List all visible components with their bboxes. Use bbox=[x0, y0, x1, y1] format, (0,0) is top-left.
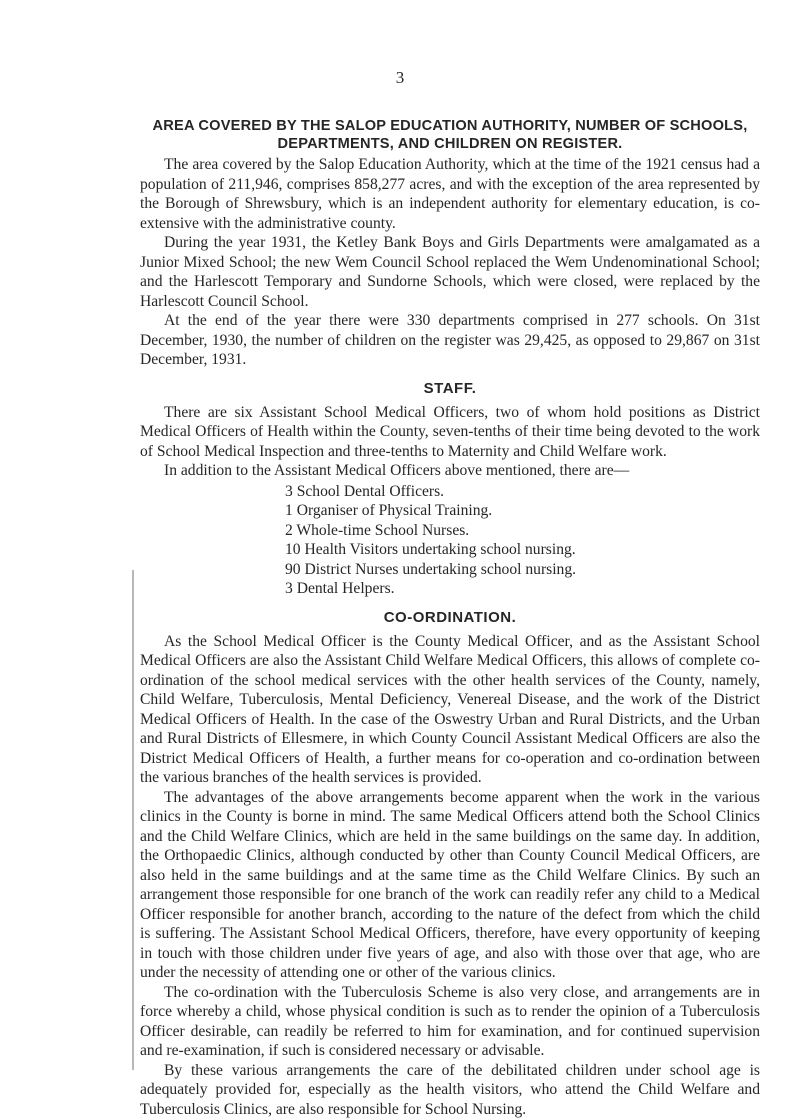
list-item: 3 Dental Helpers. bbox=[285, 579, 760, 599]
list-item: 10 Health Visitors undertaking school nursing. bbox=[285, 540, 760, 560]
coordination-section bbox=[140, 632, 760, 1119]
coordination-heading: CO-ORDINATION. bbox=[140, 608, 760, 628]
coordination-paragraph-3: The co-ordination with the Tuberculosis Scheme is also very close, and arrangements are in force whereby a child, whose physical condition is such as to render the opinion of a Tuberculosis Officer desirable, can readily be referred to him for examination, and for continued supervision and re-examination, if such is considered necessary or advisable. bbox=[140, 983, 760, 1061]
area-paragraph-2: During the year 1931, the Ketley Bank Boys and Girls Departments were amalgamated as a Junior Mixed School; the new Wem Council School replaced the Wem Undenominational School; and the Harlescott Temporary and Sundorne Schools, which were closed, were replaced by the Harlescott Council School. bbox=[140, 233, 760, 311]
page-number: 3 bbox=[0, 68, 800, 88]
area-section bbox=[140, 155, 760, 370]
staff-heading: STAFF. bbox=[140, 379, 760, 399]
staff-section bbox=[140, 403, 760, 599]
staff-paragraph-1: There are six Assistant School Medical Officers, two of whom hold positions as District Medical Officers of Health within the County, seven-tenths of their time being devoted to the work of School Medical Inspection and three-tenths to Maternity and Child Welfare work. bbox=[140, 403, 760, 462]
list-item: 3 School Dental Officers. bbox=[285, 482, 760, 502]
list-item: 90 District Nurses undertaking school nursing. bbox=[285, 560, 760, 580]
list-item: 2 Whole-time School Nurses. bbox=[285, 521, 760, 541]
document-body bbox=[140, 117, 760, 1119]
coordination-paragraph-4: By these various arrangements the care of the debilitated children under school age is adequately provided for, especially as the health visitors, who attend the Child Welfare and Tuberculosis Clinics, are also responsible for School Nursing. bbox=[140, 1061, 760, 1119]
area-paragraph-3: At the end of the year there were 330 departments comprised in 277 schools. On 31st December, 1930, the number of children on the register was 29,425, as opposed to 29,867 on 31st December, 1931. bbox=[140, 311, 760, 370]
staff-list bbox=[140, 482, 760, 599]
binding-edge-rule bbox=[132, 570, 134, 1070]
area-paragraph-1: The area covered by the Salop Education Authority, which at the time of the 1921 census had a population of 211,946, comprises 858,277 acres, and with the exception of the area represented by the Borough of Shrewsbury, which is an independent authority for elementary education, is co-extensive with the administrative county. bbox=[140, 155, 760, 233]
coordination-paragraph-2: The advantages of the above arrangements become apparent when the work in the various clinics in the County is borne in mind. The same Medical Officers attend both the School Clinics and the Child Welfare Clinics, which are held in the same buildings on the same day. In addition, the Orthopaedic Clinics, although conducted by other than County Council Medical Officers, are also held in the same buildings and at the same time as the Child Welfare Clinics. By such an arrangement those responsible for one branch of the work can readily refer any child to a Medical Officer responsible for another branch, according to the nature of the defect from which the child is suffering. The Assistant School Medical Officers, therefore, have every opportunity of keeping in touch with those children under five years of age, and also with those over that age, who are under the necessity of attending one or other of the various clinics. bbox=[140, 788, 760, 983]
list-item: 1 Organiser of Physical Training. bbox=[285, 501, 760, 521]
staff-paragraph-2: In addition to the Assistant Medical Officers above mentioned, there are— bbox=[140, 461, 760, 481]
main-heading: AREA COVERED BY THE SALOP EDUCATION AUTHORITY, NUMBER OF SCHOOLS, DEPARTMENTS, AND CHILDREN ON REGISTER. bbox=[140, 117, 760, 153]
coordination-paragraph-1: As the School Medical Officer is the County Medical Officer, and as the Assistant School Medical Officers are also the Assistant Child Welfare Medical Officers, this allows of complete co-ordination of the school medical services with the other health services of the County, namely, Child Welfare, Tuberculosis, Mental Deficiency, Venereal Disease, and the work of the District Medical Officers of Health. In the case of the Oswestry Urban and Rural Districts, and the Urban and Rural Districts of Ellesmere, in which County Council Assistant Medical Officers are also the District Medical Officers of Health, a further means for co-operation and co-ordination between the various branches of the health services is provided. bbox=[140, 632, 760, 788]
